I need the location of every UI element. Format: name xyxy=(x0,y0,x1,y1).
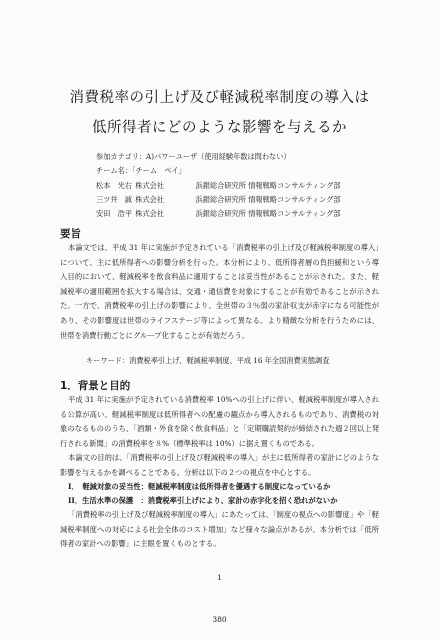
author-name: 松本 光右 xyxy=(96,181,132,190)
author-row xyxy=(96,195,341,205)
author-company-type: 株式会社 xyxy=(135,181,165,190)
author-row xyxy=(96,181,341,191)
volume-page-number: 380 xyxy=(212,615,227,624)
abstract-text: 本論文では、平成 31 年に実施が予定されている「消費税率の引上げ及び軽減税率制度の導入」について、主に低所得者への影響分析を行った。本分析により、低所得者層の負担緩和という導入目的において、軽減税率を飲食料品に適用することは妥当性があることが示された。また、軽減税率の適用範囲を拡大する場合は、交通・通信費を対象にすることが有効であることが示された。一方で、消費税率の引上げの影響により、全世帯の３％弱の家計収支が赤字になる可能性があり、その影響度は世帯のライフステージ等によって異なる。より精緻な分析を行うためには、世帯を消費行動ごとにグループ化することが有効だろう。 xyxy=(60,243,379,340)
abstract-heading: 要旨 xyxy=(60,228,81,240)
list-item-label: I． 軽減対象の妥当性： xyxy=(68,482,149,491)
author-company-type: 株式会社 xyxy=(135,209,165,218)
list-item xyxy=(68,482,330,492)
keywords: キーワード：消費税率引上げ、軽減税率制度、平成 16 年全国消費実態調査 xyxy=(86,356,330,365)
list-item-text: ：消費税率引上げにより、家計の赤字化を招く恐れがないか xyxy=(140,496,338,505)
author-affiliation: 浜銀総合研究所 情報戦略コンサルティング部 xyxy=(195,181,341,190)
paper-title-line2: 低所得者にどのような影響を与えるか xyxy=(92,120,347,136)
section-paragraph: 本論文の目的は、「消費税率の引上げ及び軽減税率の導入」が主に低所得者の家計にどのような影響を与えるかを調べることである。分析は以下の２つの視点を中心とする。 xyxy=(60,453,379,477)
section-heading: 1．背景と目的 xyxy=(60,380,131,392)
section-paragraph: 「消費税率の引上げ及び軽減税率制度の導入」にあたっては、「制度の視点への影響度」や「軽減税率制度への対応による社会全体のコスト増加」など様々な論点があるが、本分析では「低所得者の家計への影響」に主眼を置くものとする。 xyxy=(60,510,379,549)
author-affiliation: 浜銀総合研究所 情報戦略コンサルティング部 xyxy=(195,195,341,204)
author-affiliation: 浜銀総合研究所 情報戦略コンサルティング部 xyxy=(195,209,341,218)
list-item xyxy=(68,496,338,506)
participation-category: 参加カテゴリ：A)パワーユーザ（使用経験年数は問わない） xyxy=(96,152,291,161)
section-paragraph: 平成 31 年に実施が予定されている消費税率 10%への引上げに伴い、軽減税率制度が導入される公算が高い。軽減税率制度は低所得者への配慮の観点から導入されるものであり、消費税の対象のなるもののうち、「酒類・外食を除く飲食料品」と「定期購読契約が締結された週２回以上発行される新聞」の消費税率を８%（標準税率は 10%）に据え置くものである。 xyxy=(60,395,379,448)
list-item-text: 軽減税率制度は低所得者を優遇する制度になっているか xyxy=(148,482,331,491)
author-row xyxy=(96,209,341,219)
paper-page-number: 1 xyxy=(217,573,222,582)
author-name: 安田 浩平 xyxy=(96,209,132,218)
author-name: 三ツ井 誠 xyxy=(96,195,132,204)
author-company-type: 株式会社 xyxy=(135,195,165,204)
team-name: チーム名：「チーム ペイ」 xyxy=(96,166,186,175)
paper-title-line1: 消費税率の引上げ及び軽減税率制度の導入は xyxy=(69,90,370,106)
list-item-label: II．生活水準の保護 xyxy=(68,496,141,505)
